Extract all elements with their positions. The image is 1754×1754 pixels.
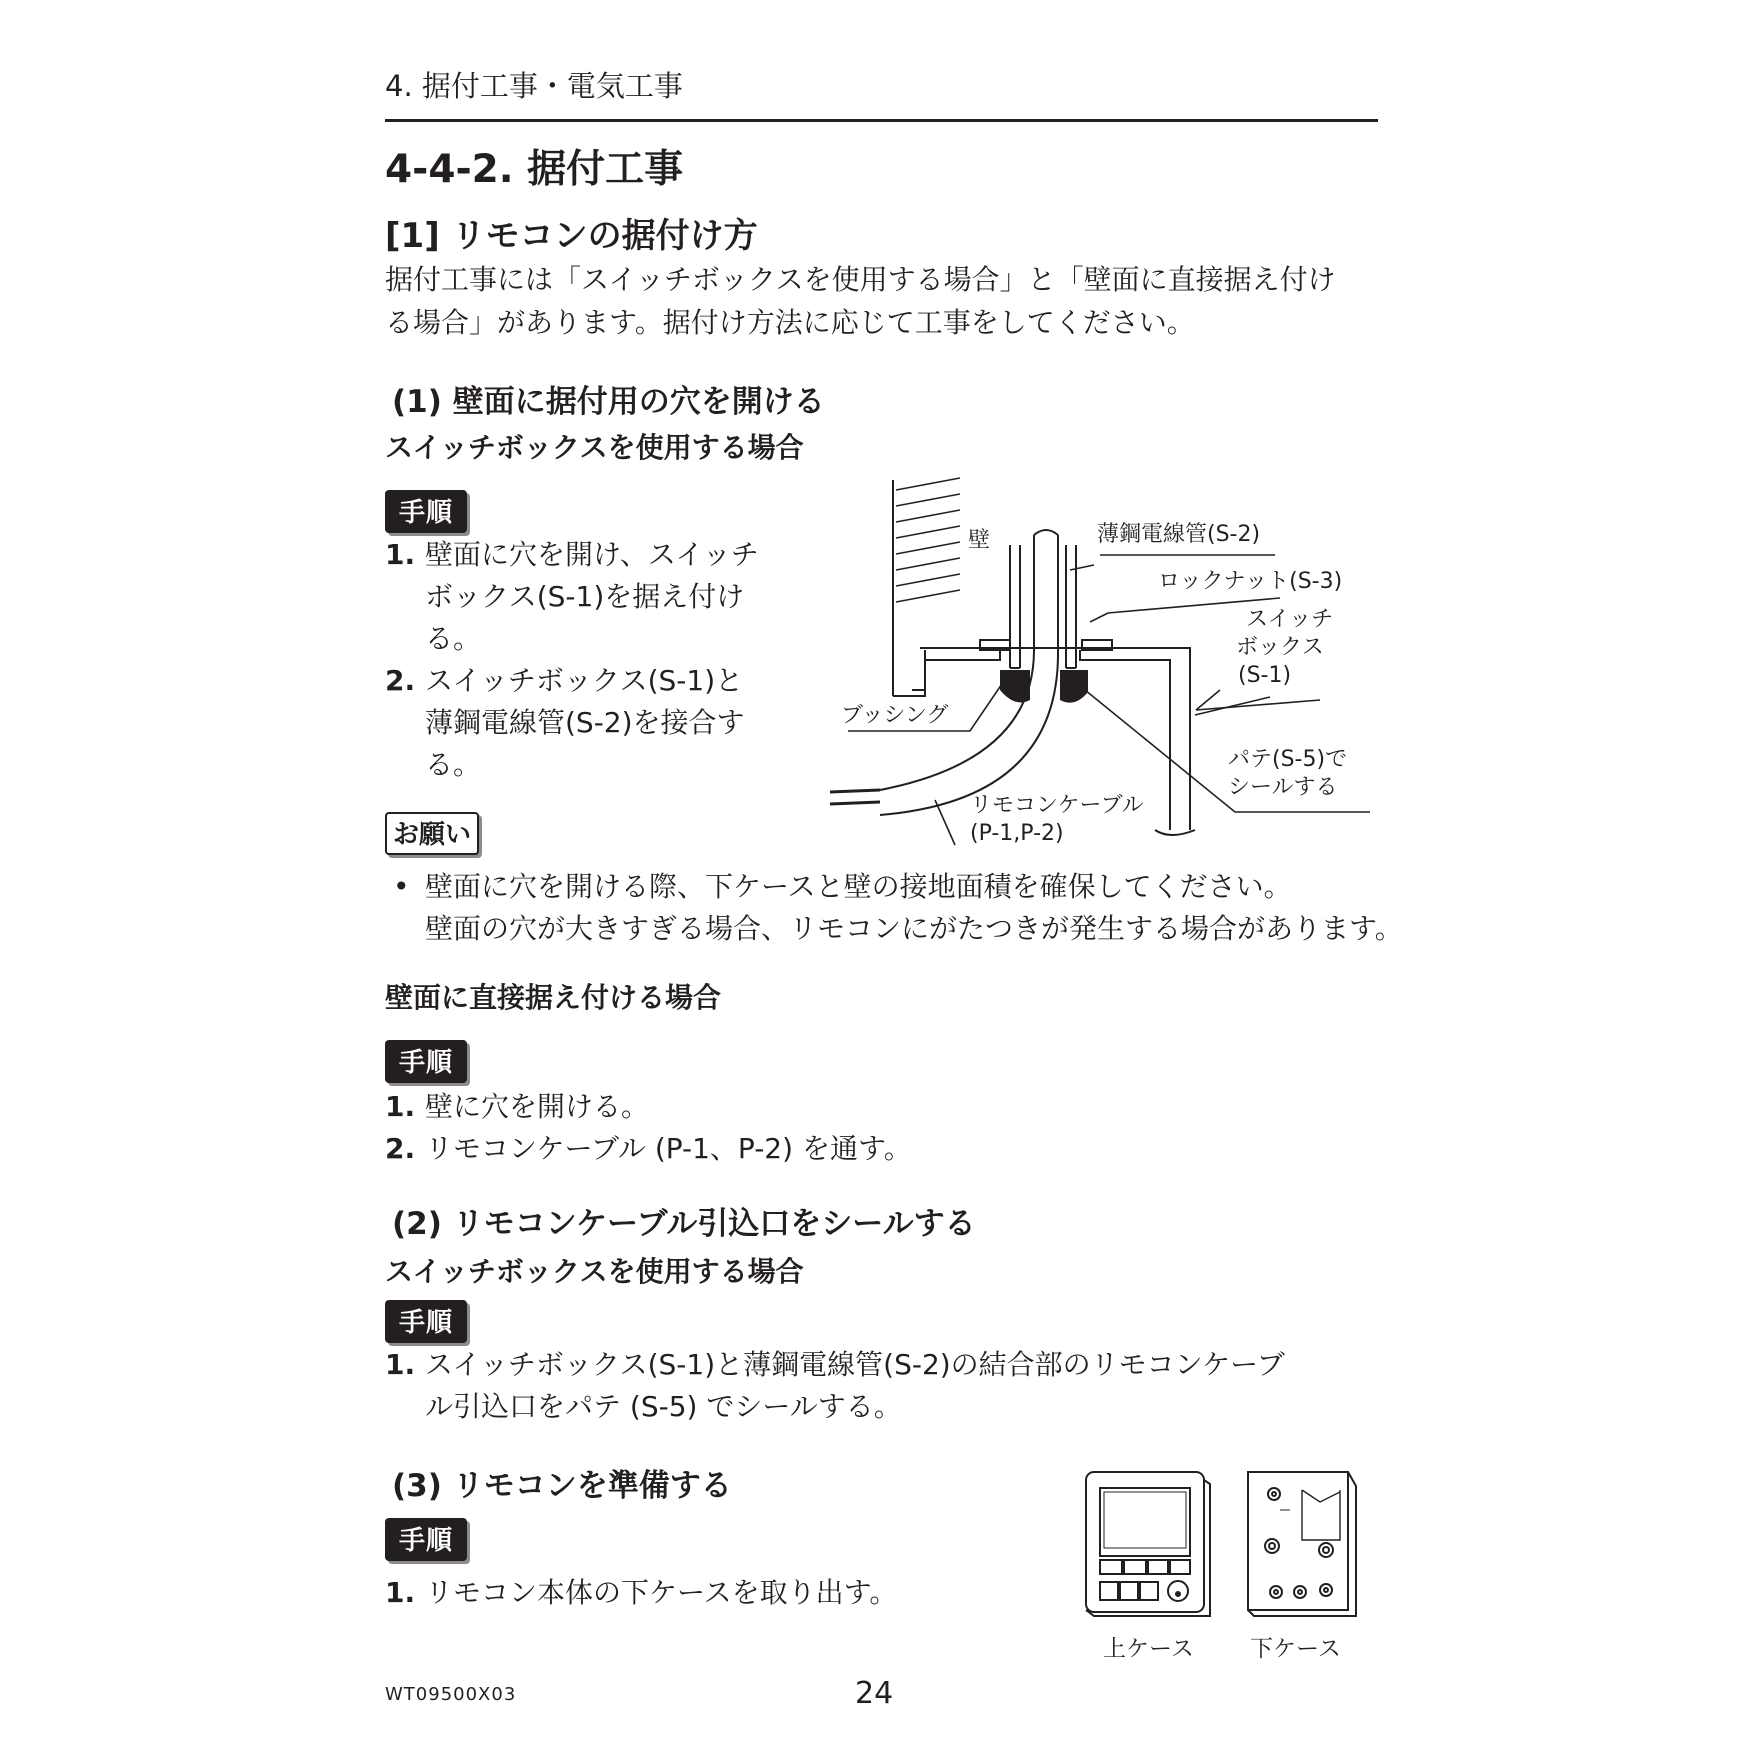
- step-number: 1.: [385, 1090, 416, 1123]
- upper-case-illustration: [1080, 1470, 1215, 1620]
- step-text-line: ボックス(S-1)を据え付け: [425, 580, 745, 613]
- step-text-line: る。: [425, 748, 482, 781]
- step1-case-switchbox: スイッチボックスを使用する場合: [385, 431, 804, 464]
- step2-case-switchbox: スイッチボックスを使用する場合: [385, 1255, 804, 1288]
- note-line-1: 壁面に穴を開ける際、下ケースと壁の接地面積を確保してください。: [425, 870, 1292, 903]
- switchbox-installation-diagram: [820, 470, 1380, 850]
- lower-case-illustration: [1240, 1470, 1365, 1620]
- label-locknut: ロックナット(S-3): [1158, 569, 1343, 594]
- step1-title: (1) 壁面に据付用の穴を開ける: [392, 384, 825, 420]
- procedure-badge: 手順: [385, 490, 467, 533]
- header-rule: [385, 119, 1378, 122]
- label-putty-2: シールする: [1228, 775, 1338, 800]
- display-screen: [1100, 1488, 1190, 1556]
- lower-case-caption: 下ケース: [1250, 1636, 1341, 1662]
- step-text-line: リモコン本体の下ケースを取り出す。: [425, 1576, 898, 1609]
- step-text-line: リモコンケーブル (P-1、P-2) を通す。: [425, 1132, 912, 1165]
- case-direct-title: 壁面に直接据え付ける場合: [385, 981, 722, 1014]
- document-code: WT09500X03: [385, 1684, 517, 1705]
- step2-title: (2) リモコンケーブル引込口をシールする: [392, 1206, 976, 1242]
- label-wall: 壁: [968, 528, 991, 553]
- step3-item-1: [385, 1572, 897, 1614]
- direct-item-1: [385, 1086, 649, 1128]
- label-switchbox-3: (S-1): [1238, 663, 1292, 688]
- label-bushing: ブッシング: [841, 703, 949, 728]
- intro-line-2: る場合」があります。据付け方法に応じて工事をしてください。: [385, 306, 1195, 339]
- step-number: 1.: [385, 538, 416, 571]
- note-bullet: •: [393, 870, 410, 903]
- putty-seal-left: [1000, 670, 1030, 702]
- note-text: [425, 866, 1403, 950]
- label-cable-2: (P-1,P-2): [970, 821, 1064, 846]
- step-number: 1.: [385, 1576, 416, 1609]
- label-putty-1: パテ(S-5)で: [1228, 747, 1348, 772]
- step-number: 1.: [385, 1348, 416, 1381]
- step-text-line: る。: [425, 622, 482, 655]
- step2-item-1: [385, 1344, 1285, 1428]
- step-text-line: ル引込口をパテ (S-5) でシールする。: [425, 1390, 902, 1423]
- label-switchbox-2: ボックス: [1236, 635, 1324, 660]
- step1-item-1: [385, 534, 759, 660]
- request-badge: お願い: [385, 812, 479, 855]
- putty-seal-right: [1060, 670, 1088, 703]
- procedure-badge: 手順: [385, 1518, 467, 1561]
- direct-item-2: [385, 1128, 912, 1170]
- step-text-line: 壁面に穴を開け、スイッチ: [425, 538, 759, 571]
- label-cable-1: リモコンケーブル: [970, 793, 1144, 818]
- upper-case-caption: 上ケース: [1103, 1636, 1194, 1662]
- page-number: 24: [855, 1676, 894, 1711]
- wall-hatch: [896, 478, 960, 602]
- step-text-line: スイッチボックス(S-1)と: [425, 664, 744, 697]
- procedure-badge: 手順: [385, 1040, 467, 1083]
- step1-item-2: [385, 660, 745, 786]
- subsection-title: [1] リモコンの据付け方: [385, 216, 758, 256]
- step-number: 2.: [385, 1132, 416, 1165]
- note-line-2: 壁面の穴が大きすぎる場合、リモコンにがたつきが発生する場合があります。: [425, 912, 1403, 945]
- label-conduit: 薄鋼電線管(S-2): [1097, 522, 1261, 547]
- procedure-badge: 手順: [385, 1300, 467, 1343]
- chapter-header: 4. 据付工事・電気工事: [385, 69, 683, 103]
- label-switchbox-1: スイッチ: [1246, 607, 1334, 632]
- step-text-line: スイッチボックス(S-1)と薄鋼電線管(S-2)の結合部のリモコンケーブ: [425, 1348, 1285, 1381]
- step-text-line: 薄鋼電線管(S-2)を接合す: [425, 706, 745, 739]
- step-text-line: 壁に穴を開ける。: [425, 1090, 650, 1123]
- step-number: 2.: [385, 664, 416, 697]
- section-title: 4-4-2. 据付工事: [385, 147, 684, 192]
- intro-line-1: 据付工事には「スイッチボックスを使用する場合」と「壁面に直接据え付け: [385, 263, 1336, 296]
- step3-title: (3) リモコンを準備する: [392, 1468, 732, 1504]
- intro-paragraph: [385, 258, 1336, 344]
